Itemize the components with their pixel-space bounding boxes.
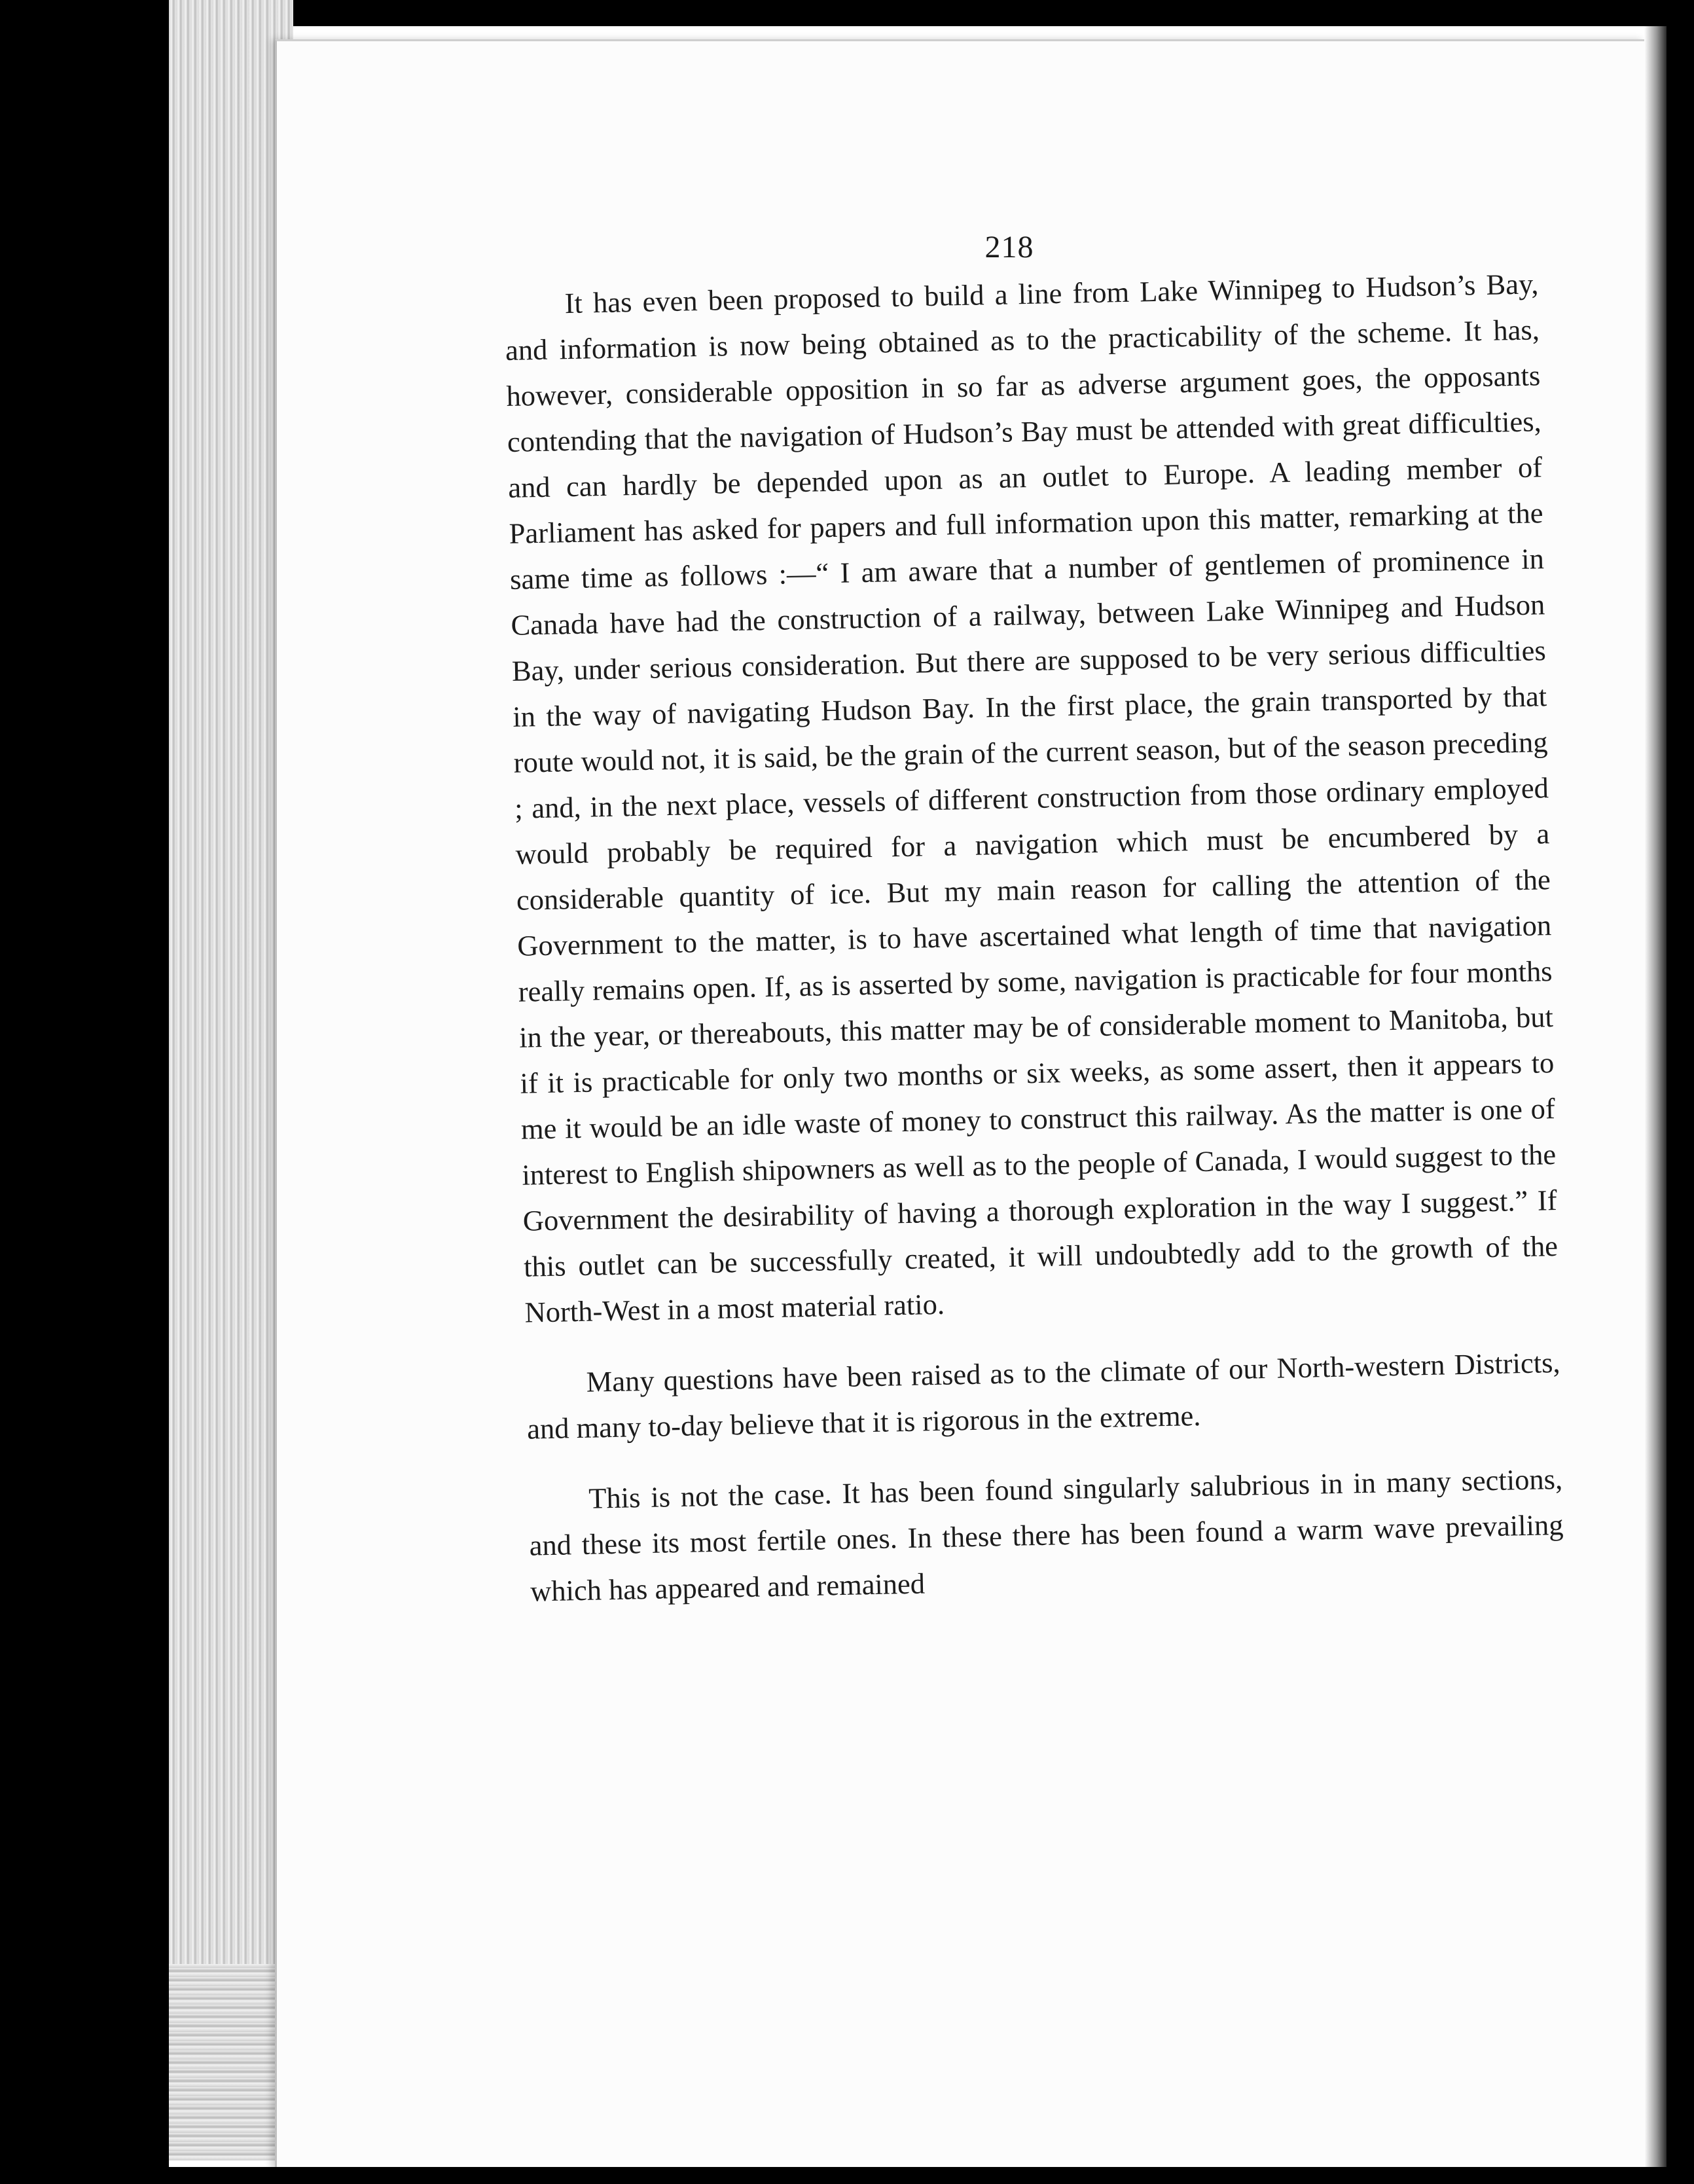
scan-border-left xyxy=(0,0,169,2184)
page-number: 218 xyxy=(984,230,1034,264)
page-body-text xyxy=(504,261,1565,1614)
scan-border-right xyxy=(1667,0,1694,2184)
paragraph-climate-answer: This is not the case. It has been found singularly salubrious in in many sections, and these its most fertile ones. In these there has been found a warm wave prevailing which has appeared and remained xyxy=(529,1462,1564,1608)
page-gutter-shadow xyxy=(1644,26,1667,2167)
paragraph-hudson-bay-railway: It has even been proposed to build a line from Lake Winnipeg to Hudson’s Bay, and information is now being obtained as to the practicability of the scheme. It has, however, considerable opposition in so far as adverse argument goes, the opposants contending that the navigation of Hudson’s Bay must be attended with great difficulties, and can hardly be depended upon as an outlet to Europe. A leading member of Parliament has asked for papers and full information upon this matter, remarking at the same time as follows :—“ I am aware that a number of gentlemen of prominence in Canada have had the construction of a railway, between Lake Winnipeg and Hudson Bay, under serious consideration. But there are supposed to be very serious difficulties in the way of navigating Hudson Bay. In the first place, the grain transported by that route would not, it is said, be the grain of the current season, but of the season preceding ; and, in the next place, vessels of different construction from those ordinary employed would probably be required for a navigation which must be encumbered by a considerable quantity of ice. But my main reason for calling the attention of the Government to the matter, is to have ascertained what length of time that navigation really remains open. If, as is asserted by some, navigation is practicable for four months in the year, or thereabouts, this matter may be of considerable moment to Manitoba, but if it is practicable for only two months or six weeks, as some assert, then it appears to me it would be an idle waste of money to construct this railway. As the matter is one of interest to English shipowners as well as to the people of Canada, I would suggest to the Government the desirability of having a thorough exploration in the way I suggest.” If this outlet can be successfully created, it will undoubtedly add to the growth of the North-West in a most material ratio. xyxy=(505,267,1559,1329)
paragraph-climate-question: Many questions have been raised as to the climate of our North-western Districts, and many to-day believe that it is rigorous in the extreme. xyxy=(526,1345,1560,1446)
scan-border-bottom xyxy=(0,2167,1694,2184)
